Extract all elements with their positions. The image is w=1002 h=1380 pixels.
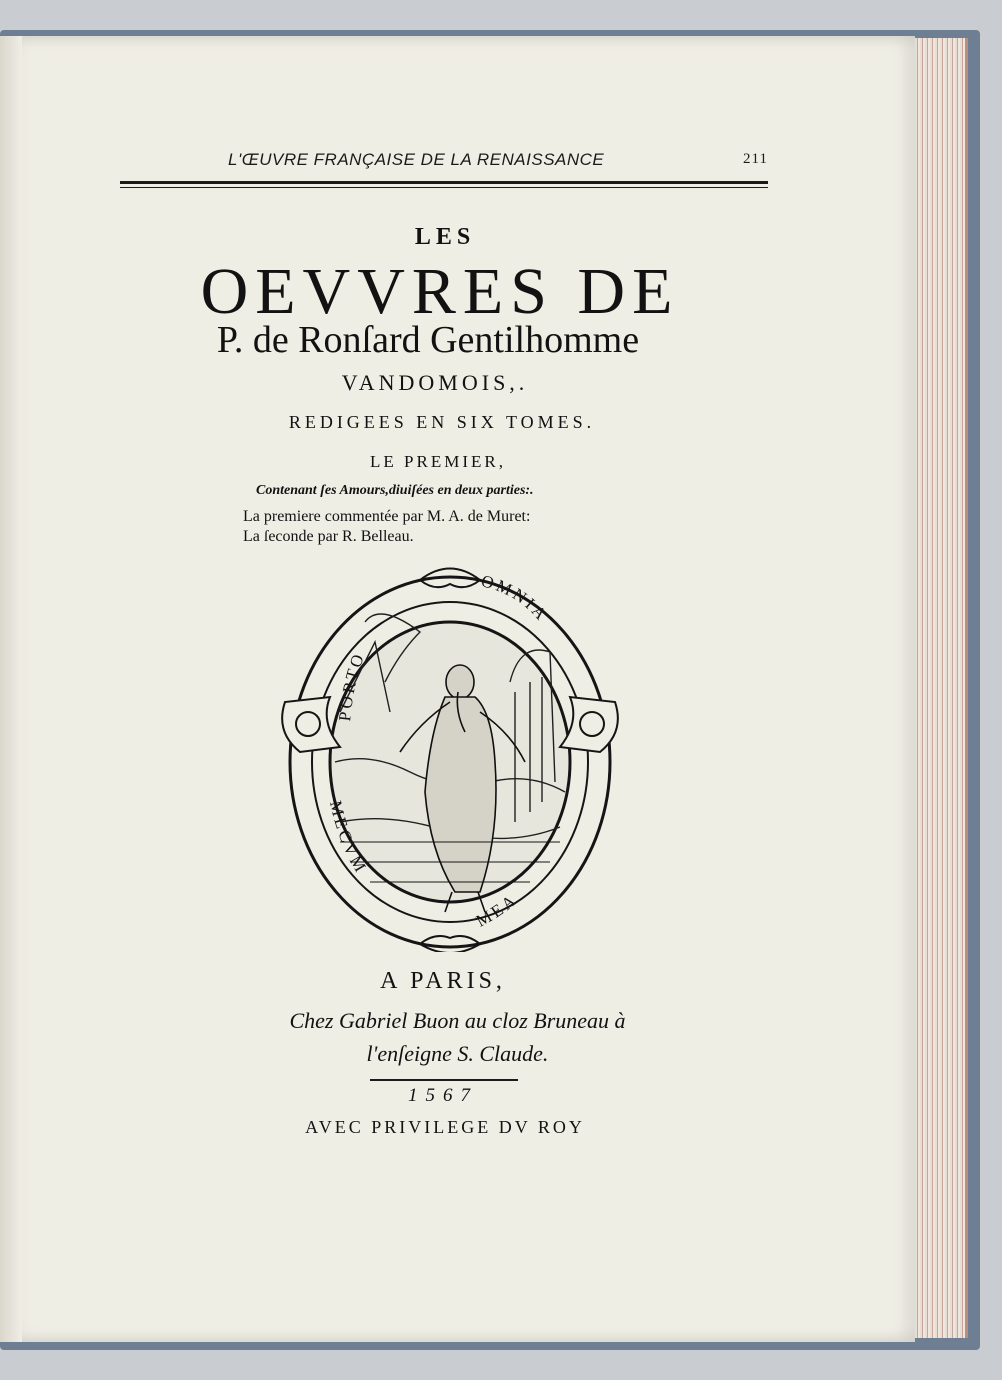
running-head (120, 150, 768, 176)
title-line-1: La premiere commentée par M. A. de Muret: (243, 508, 531, 525)
printer-emblem (280, 562, 620, 952)
emblem-motto-mecum: MECVM (325, 798, 372, 878)
imprint-city: A PARIS, (380, 968, 506, 994)
imprint-publisher-line-1: Chez Gabriel Buon au cloz Bruneau à (289, 1008, 626, 1033)
emblem-motto-porto: PORTO (335, 649, 369, 723)
title-oeuvres-de: OEVVRES DE (200, 255, 680, 328)
imprint-rule (370, 1079, 518, 1081)
title-vandomois: VANDOMOIS,. (341, 370, 529, 395)
page-gutter (0, 36, 22, 1342)
header-rule-thick (120, 181, 768, 184)
title-les: LES (414, 224, 476, 250)
imprint-year: 1567 (408, 1085, 478, 1106)
title-contenant: Contenant ſes Amours,diuiſées en deux parties:. (256, 483, 534, 498)
title-author: P. de Ronſard Gentilhomme (216, 319, 640, 361)
title-le-premier: LE PREMIER, (370, 452, 506, 471)
emblem-motto-mea: MEA (472, 889, 522, 931)
imprint-privilege: AVEC PRIVILEGE DV ROY (305, 1117, 585, 1137)
title-line-2: La ſeconde par R. Belleau. (243, 528, 414, 545)
running-head-title: L'ŒUVRE FRANÇAISE DE LA RENAISSANCE (228, 150, 605, 169)
header-rule-thin (120, 187, 768, 188)
title-redigees: REDIGEES EN SIX TOMES. (288, 412, 596, 432)
emblem-motto-omnia: OMNIA (479, 571, 553, 626)
imprint-publisher-line-2: l'enſeigne S. Claude. (366, 1041, 549, 1066)
page-number: 211 (743, 151, 768, 167)
svg-text:OMNIA (479, 571, 552, 625)
